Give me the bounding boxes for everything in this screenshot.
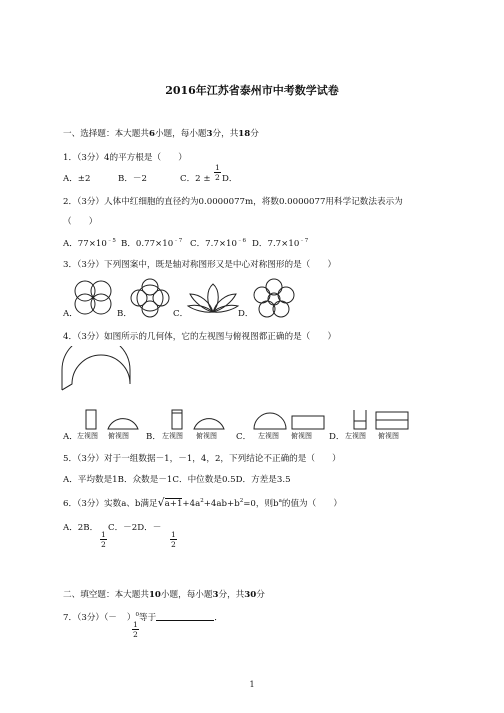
stem-text: ． [214, 613, 223, 623]
pattern-b-figure [128, 278, 172, 318]
option-text: D．7.7×10 [252, 239, 300, 249]
numerator: 1 [133, 620, 138, 629]
question-5-stem: 5．（3分）对于一组数据－1，－1，4，2，下列结论不正确的是（ ） [63, 454, 341, 464]
question-3-option-a: A． [63, 309, 78, 319]
section-1-text: 分 [250, 129, 259, 139]
option-a-views [76, 408, 140, 430]
section-1-heading [63, 127, 259, 139]
question-6-options: A．2B． [63, 523, 99, 533]
answer-blank[interactable] [156, 612, 214, 621]
question-5-options: A．平均数是1B．众数是－1C．中位数是0.5D．方差是3.5 [63, 475, 291, 485]
option-text: B．0.77×10 [121, 239, 174, 249]
question-1-fraction [214, 163, 221, 182]
section-2-points: 3 [212, 590, 219, 600]
sqrt-icon: √ [157, 496, 165, 509]
section-2-text: 分，共 [218, 590, 245, 600]
exponent: a [278, 498, 282, 504]
section-2-text: 二、填空题：本大题共 [63, 590, 149, 600]
denominator: 2 [171, 540, 176, 549]
section-1-count: 6 [148, 129, 155, 139]
section-1-text: 分，共 [212, 129, 239, 139]
section-2-text: 小题，每小题 [160, 590, 213, 600]
question-2-option-a [63, 236, 116, 249]
stem-text: +4a [182, 499, 201, 509]
exponent: ﹣7 [173, 238, 183, 244]
radicand: a+1 [164, 499, 183, 509]
plus-minus: ± [203, 174, 211, 184]
option-d-views [344, 408, 410, 430]
option-d-top-view-label: 俯视图 [378, 432, 399, 440]
option-text: A．77×10 [63, 239, 107, 249]
option-text: C．7.7×10 [190, 239, 237, 249]
option-a-left-view-label: 左视图 [77, 432, 98, 440]
question-4-option-a: A． [63, 432, 78, 442]
option-c-top-view-label: 俯视图 [291, 432, 312, 440]
page-number: 1 [249, 680, 255, 689]
question-1-option-a: A．±2 [63, 174, 91, 184]
section-2-heading [63, 588, 265, 600]
pattern-c-figure [186, 282, 240, 316]
exponent: 0 [135, 612, 140, 618]
denominator: 2 [133, 630, 138, 639]
exponent: ﹣5 [106, 238, 116, 244]
option-b-views [160, 408, 226, 430]
section-1-points: 3 [206, 129, 213, 139]
question-1-option-b: B．－2 [118, 174, 147, 184]
question-2-option-c [190, 236, 246, 249]
stem-text: 的值为（ ） [281, 499, 343, 509]
option-d-left-view-label: 左视图 [345, 432, 366, 440]
section-1-text: 小题，每小题 [154, 129, 207, 139]
question-4-option-c: C． [236, 432, 252, 442]
question-6-option-b-fraction [100, 530, 107, 549]
option-c-label: C．2 [180, 174, 201, 184]
solid-figure [58, 346, 134, 394]
exponent: 2 [200, 498, 204, 504]
section-1-text: 一、选择题：本大题共 [63, 129, 149, 139]
stem-text: ） [126, 613, 136, 623]
question-6-option-d-fraction [170, 530, 177, 549]
question-3-option-c: C． [173, 309, 189, 319]
question-3-option-d: D． [238, 309, 254, 319]
option-a-top-view-label: 俯视图 [108, 432, 129, 440]
question-1-option-c [180, 172, 211, 184]
question-6-option-cd: C．－2D．－ [108, 523, 162, 533]
numerator: 1 [171, 530, 176, 539]
question-2-option-b [121, 236, 182, 249]
question-4-stem: 4．（3分）如图所示的几何体，它的左视图与俯视图都正确的是（ ） [63, 332, 337, 342]
stem-text: +4ab+b [203, 499, 240, 509]
question-4-option-b: B． [146, 432, 161, 442]
question-2-stem-cont: （ ） [63, 217, 98, 227]
option-b-top-view-label: 俯视图 [196, 432, 217, 440]
option-c-left-view-label: 左视图 [258, 432, 279, 440]
question-7-stem [63, 611, 223, 623]
denominator: 2 [215, 173, 220, 182]
numerator: 1 [215, 163, 220, 172]
question-2-stem: 2．（3分）人体中红细胞的直径约为0.0000077m，将数0.0000077用科学记数法表示为 [63, 197, 403, 207]
section-2-count: 10 [148, 590, 161, 600]
page-title: 2016年江苏省泰州市中考数学试卷 [165, 84, 339, 97]
exponent: ﹣7 [299, 238, 309, 244]
exponent: ﹣6 [236, 238, 246, 244]
question-1-option-d: D． [222, 174, 238, 184]
section-1-total: 18 [238, 129, 251, 139]
question-3-option-b: B． [117, 309, 132, 319]
question-4-option-d: D． [329, 432, 345, 442]
question-3-stem: 3．（3分）下列图案中，既是轴对称图形又是中心对称图形的是（ ） [63, 260, 337, 270]
stem-text: =0，则b [243, 499, 279, 509]
pattern-a-figure [70, 278, 116, 318]
pattern-d-figure [252, 278, 296, 318]
stem-text: 6．（3分）实数a、b满足 [63, 499, 158, 509]
stem-text: 等于 [139, 613, 157, 623]
section-2-total: 30 [244, 590, 257, 600]
question-1-stem: 1．（3分）4的平方根是（ ） [63, 153, 187, 163]
section-2-text: 分 [256, 590, 265, 600]
stem-text: 7．（3分）（－ [63, 613, 117, 623]
question-7-fraction [132, 620, 139, 639]
question-6-stem [63, 496, 342, 509]
numerator: 1 [101, 530, 106, 539]
denominator: 2 [101, 540, 106, 549]
question-2-option-d [252, 236, 308, 249]
option-b-left-view-label: 左视图 [162, 432, 183, 440]
option-c-views [252, 408, 326, 430]
exponent: 2 [239, 498, 244, 504]
